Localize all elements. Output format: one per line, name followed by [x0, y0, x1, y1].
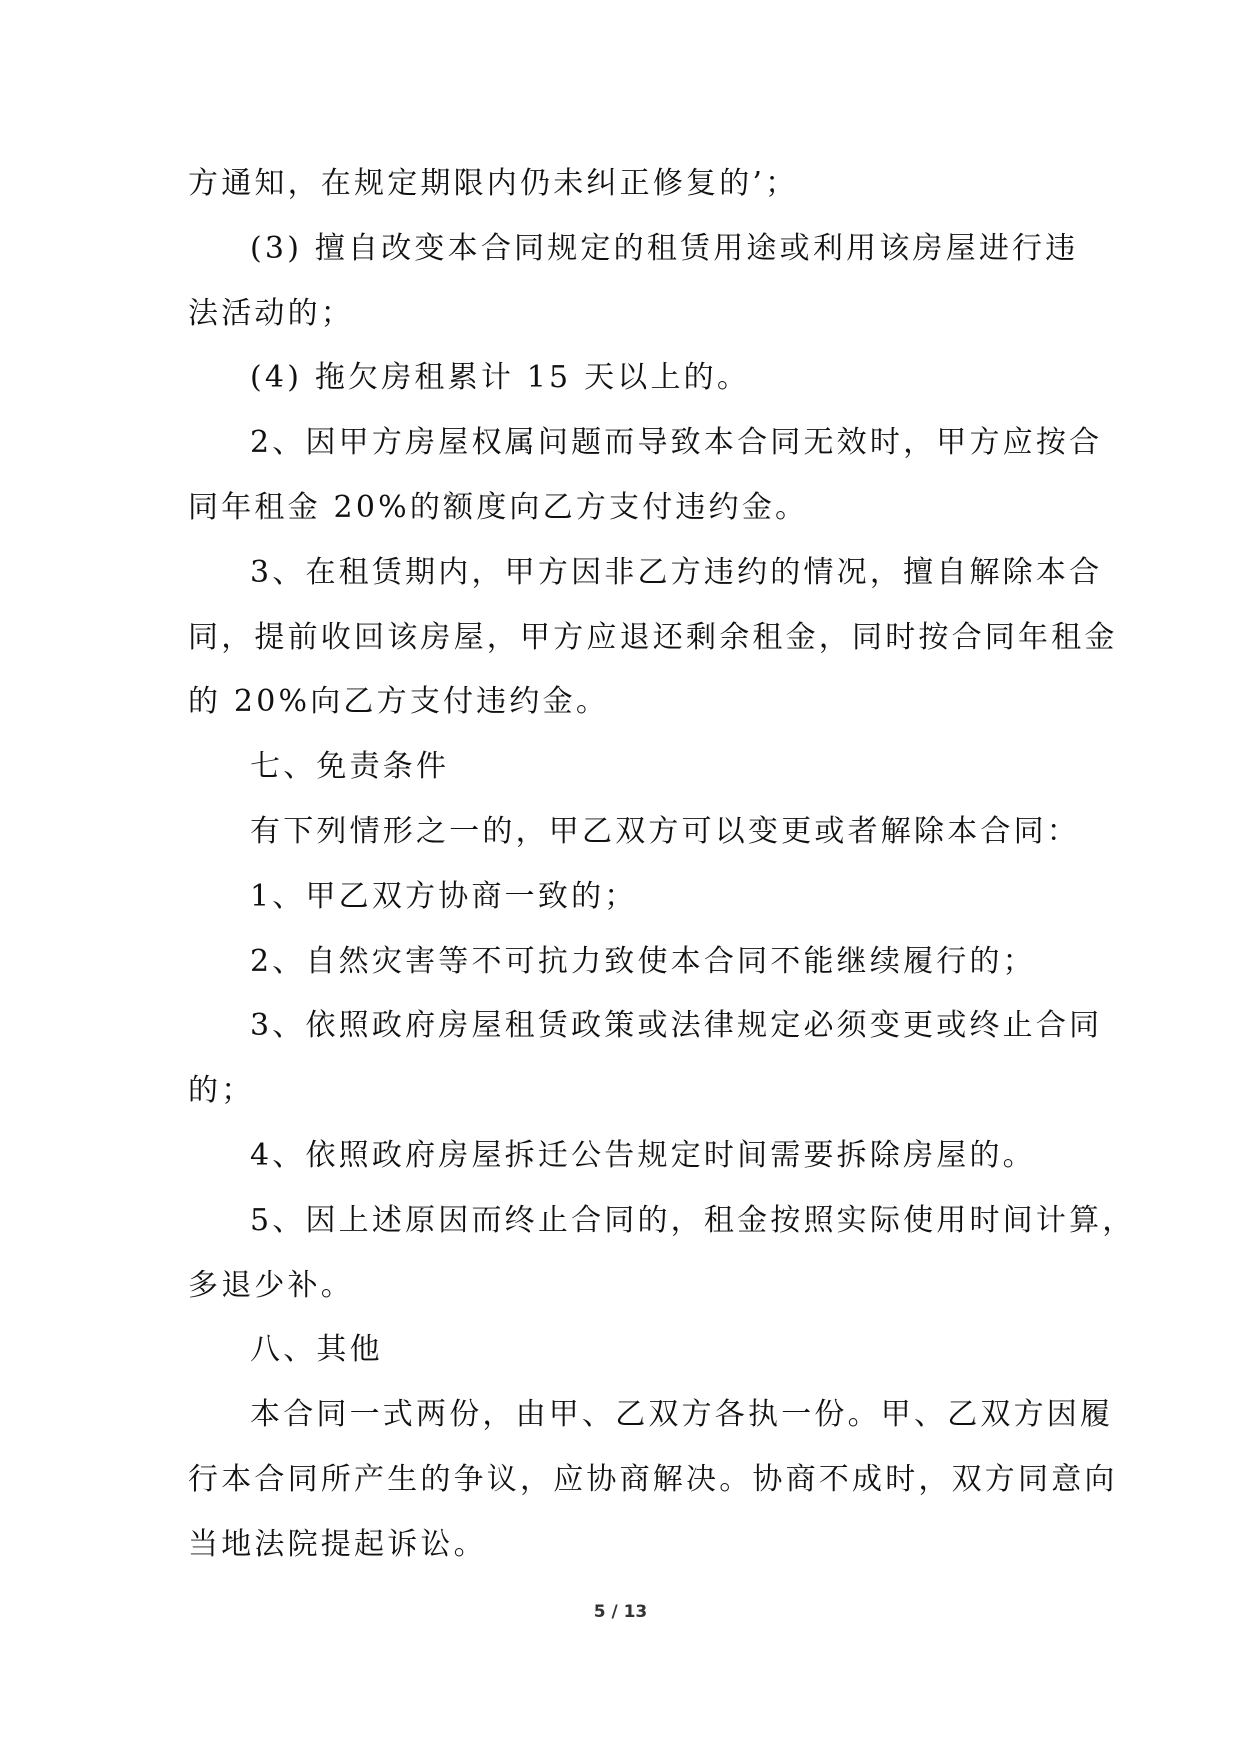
text-line: 同，提前收回该房屋，甲方应退还剩余租金，同时按合同年租金 — [188, 619, 1118, 655]
text-line: (4) 拖欠房租累计 15 天以上的。 — [250, 360, 751, 396]
text-line: 2、因甲方房屋权属问题而导致本合同无效时，甲方应按合 — [250, 425, 1103, 461]
text-line: 有下列情形之一的，甲乙双方可以变更或者解除本合同： — [250, 813, 1080, 849]
page-number: 5 / 13 — [593, 1602, 648, 1622]
text-line: 3、在租赁期内，甲方因非乙方违约的情况，擅自解除本合 — [250, 554, 1103, 590]
section-heading: 八、其他 — [250, 1332, 383, 1368]
text-line: 的 20%向乙方支付违约金。 — [188, 684, 610, 720]
text-line: 2、自然灾害等不可抗力致使本合同不能继续履行的； — [250, 943, 1036, 979]
text-line: 4、依照政府房屋拆迁公告规定时间需要拆除房屋的。 — [250, 1137, 1036, 1173]
text-line: 法活动的； — [188, 295, 354, 331]
text-line: 当地法院提起诉讼。 — [188, 1526, 487, 1562]
text-line: 同年租金 20%的额度向乙方支付违约金。 — [188, 489, 809, 525]
text-line: 行本合同所产生的争议，应协商解决。协商不成时，双方同意向 — [188, 1461, 1118, 1497]
text-line: 1、甲乙双方协商一致的； — [250, 878, 638, 914]
text-line: 方通知，在规定期限内仍未纠正修复的’； — [188, 166, 799, 201]
text-line: 本合同一式两份，由甲、乙双方各执一份。甲、乙双方因履 — [250, 1397, 1114, 1433]
text-line: (3) 擅自改变本合同规定的租赁用途或利用该房屋进行违 — [250, 230, 1079, 266]
document-body — [188, 152, 1136, 1578]
section-heading: 七、免责条件 — [250, 749, 450, 785]
text-line: 的； — [188, 1073, 255, 1109]
text-line: 多退少补。 — [188, 1267, 354, 1303]
text-line: 3、依照政府房屋租赁政策或法律规定必须变更或终止合同 — [250, 1008, 1103, 1044]
text-line: 5、因上述原因而终止合同的，租金按照实际使用时间计算， — [250, 1202, 1136, 1238]
